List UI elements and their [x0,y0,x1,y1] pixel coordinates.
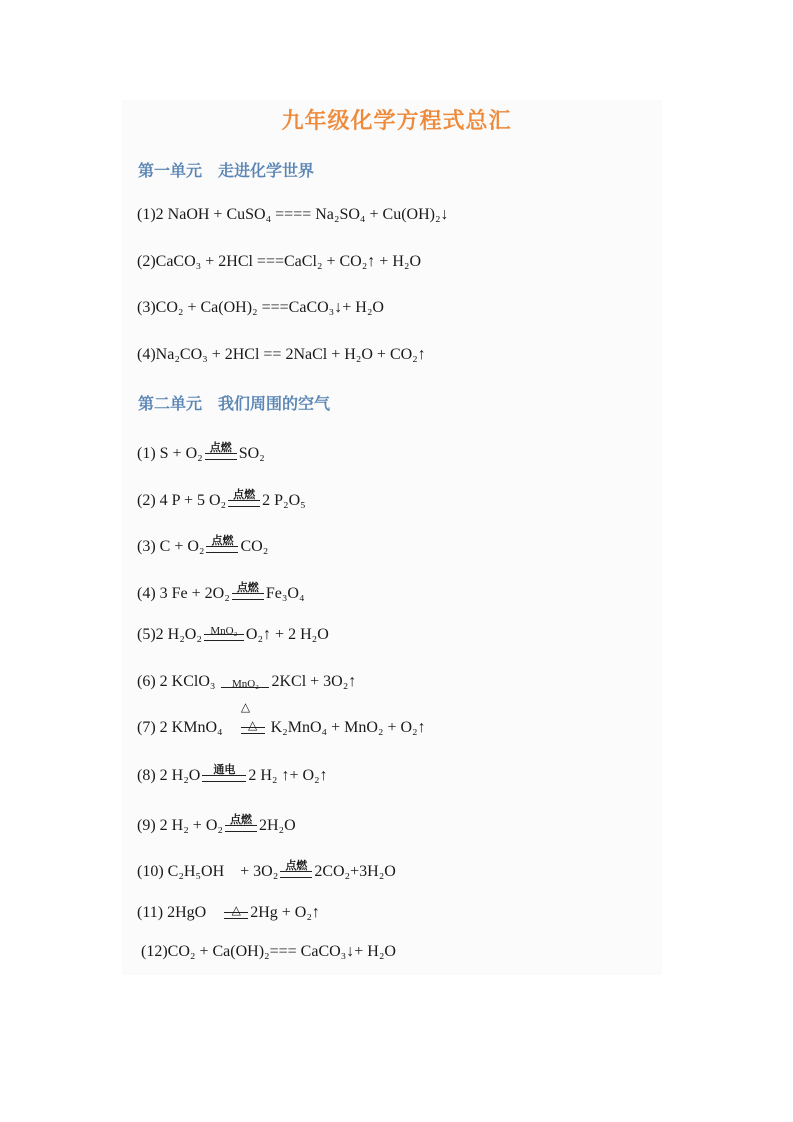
condition-ignite: 点燃 [232,592,264,600]
condition-ignite: 点燃 [206,545,238,553]
page-title: 九年级化学方程式总汇 [281,109,512,134]
equation-u1-1: (1)2 NaOH + CuSO₄ ==== Na₂SO₄ + Cu(OH)₂↓ [137,206,449,223]
section-heading-unit-2: 第二单元 我们周围的空气 [138,394,331,413]
equation-u2-5: (5)2 H₂O₂ MnO₂ O₂↑ + 2 H₂O [137,625,329,643]
equation-u1-3: (3)CO₂ + Ca(OH)₂ ===CaCO₃↓+ H₂O [137,299,384,316]
equation-u2-7: (7) 2 KMnO₄ △ K₂MnO₄ + MnO₂ + O₂↑ [137,718,426,736]
condition-electric: 通电 [202,774,246,782]
condition-ignite: 点燃 [205,452,237,460]
equation-u2-11: (11) 2HgO △ 2Hg + O₂↑ [137,903,320,921]
equation-u2-8: (8) 2 H₂O 通电 2 H₂ ↑+ O₂↑ [137,763,328,784]
equation-u2-3: (3) C + O₂ 点燃 CO₂ [137,534,269,555]
equation-u2-6: (6) 2 KClO₃ MnO₂ △ 2KCl + 3O₂↑ [137,673,357,714]
condition-heat: △ [224,911,248,919]
condition-heat: △ [241,726,265,734]
equation-u2-1: (1) S + O₂ 点燃 SO₂ [137,441,265,462]
equation-u1-4: (4)Na₂CO₃ + 2HCl == 2NaCl + H₂O + CO₂↑ [137,346,426,363]
equation-u1-2: (2)CaCO₃ + 2HCl ===CaCl₂ + CO₂↑ + H₂O [137,253,422,270]
equation-u2-12: (12)CO₂ + Ca(OH)₂=== CaCO₃↓+ H₂O [141,943,396,960]
condition-ignite: 点燃 [280,870,312,878]
equation-u2-10: (10) C₂H₅OH + 3O₂ 点燃 2CO₂+3H₂O [137,859,396,880]
equation-u2-2: (2) 4 P + 5 O₂ 点燃 2 P₂O₅ [137,488,306,509]
section-heading-unit-1: 第一单元 走进化学世界 [138,161,315,180]
equation-u2-4: (4) 3 Fe + 2O₂ 点燃 Fe₃O₄ [137,581,305,602]
condition-ignite: 点燃 [228,499,260,507]
condition-ignite: 点燃 [225,824,257,832]
equation-u2-9: (9) 2 H₂ + O₂ 点燃 2H₂O [137,813,296,834]
condition-mno2: MnO₂ [204,633,244,641]
condition-mno2-heat: MnO₂ △ [221,686,269,688]
